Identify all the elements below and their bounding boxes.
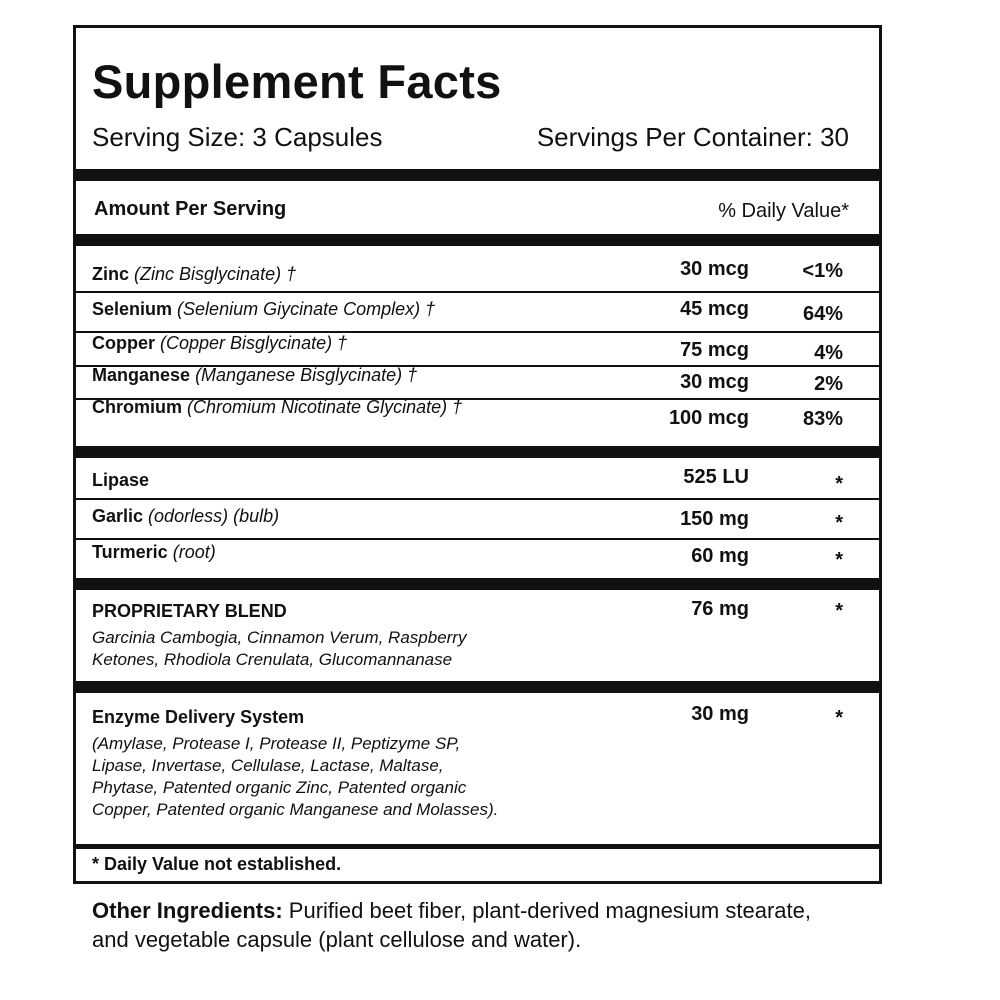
divider-thick	[76, 578, 879, 590]
blend-ingredients-line: Ketones, Rhodiola Crenulata, Glucomannanase	[92, 650, 453, 669]
ingredient-amount: 60 mg	[691, 545, 749, 567]
nutrient-amount: 45 mcg	[680, 298, 749, 320]
nutrient-amount: 30 mcg	[680, 258, 749, 280]
enzyme-ingredients-line: Phytase, Patented organic Zinc, Patented organic	[92, 778, 467, 797]
ingredient-name: Lipase	[92, 470, 150, 490]
ingredient-dv: *	[835, 512, 843, 534]
nutrient-dv: 83%	[802, 408, 843, 430]
nutrient-source: (Zinc Bisglycinate) †	[134, 264, 297, 284]
blend-name: PROPRIETARY BLEND	[92, 601, 287, 621]
servings-per-container: Servings Per Container: 30	[536, 122, 849, 152]
serving-size: Serving Size: 3 Capsules	[92, 122, 383, 152]
enzyme-name: Enzyme Delivery System	[92, 707, 305, 727]
amount-per-serving-header: Amount Per Serving	[94, 198, 287, 220]
divider-thick	[76, 844, 879, 849]
enzyme-ingredients-line: Lipase, Invertase, Cellulase, Lactase, Maltase,	[92, 756, 444, 775]
nutrient-source: (Selenium Giycinate Complex) †	[177, 299, 436, 319]
divider	[76, 498, 879, 500]
daily-value-header: % Daily Value*	[718, 200, 849, 222]
nutrient-dv: <1%	[802, 260, 843, 282]
nutrient-name: Copper	[92, 333, 155, 353]
ingredient-source: (root)	[172, 542, 216, 562]
nutrient-name: Chromium	[92, 397, 182, 417]
nutrient-dv: 64%	[802, 303, 843, 325]
enzyme-dv: *	[835, 707, 843, 729]
ingredient-amount: 525 LU	[683, 466, 749, 488]
divider-thick	[76, 681, 879, 693]
nutrient-name: Manganese	[92, 365, 191, 385]
enzyme-ingredients-line: Copper, Patented organic Manganese and Molasses).	[92, 800, 499, 819]
ingredient-name: Garlic	[92, 506, 144, 526]
blend-dv: *	[835, 600, 843, 622]
nutrient-amount: 30 mcg	[680, 371, 749, 393]
blend-ingredients-line: Garcinia Cambogia, Cinnamon Verum, Raspberry	[92, 628, 467, 647]
ingredient-source: (odorless) (bulb)	[148, 506, 280, 526]
enzyme-amount: 30 mg	[691, 703, 749, 725]
blend-amount: 76 mg	[691, 598, 749, 620]
nutrient-name: Selenium	[92, 299, 173, 319]
other-ingredients-label: Other Ingredients:	[92, 898, 283, 923]
panel-title: Supplement Facts	[92, 55, 502, 108]
other-ingredients	[92, 896, 852, 954]
divider-thick	[76, 169, 879, 181]
nutrient-dv: 4%	[814, 342, 843, 364]
nutrient-source: (Chromium Nicotinate Glycinate) †	[187, 397, 463, 417]
nutrient-amount: 100 mcg	[668, 407, 749, 429]
divider	[76, 538, 879, 540]
nutrient-dv: 2%	[814, 373, 843, 395]
ingredient-dv: *	[835, 473, 843, 495]
nutrient-amount: 75 mcg	[680, 339, 749, 361]
nutrient-name: Zinc	[92, 264, 130, 284]
ingredient-name: Turmeric	[92, 542, 168, 562]
divider-thick	[76, 446, 879, 458]
ingredient-dv: *	[835, 549, 843, 571]
nutrient-source: (Copper Bisglycinate) †	[160, 333, 348, 353]
nutrient-source: (Manganese Bisglycinate) †	[195, 365, 418, 385]
ingredient-amount: 150 mg	[680, 508, 749, 530]
enzyme-ingredients-line: (Amylase, Protease I, Protease II, Peptizyme SP,	[92, 734, 461, 753]
other-ingredients-text: Purified beet fiber, plant-derived magnesium stearate, and vegetable capsule (plant cellulose and water).	[92, 898, 811, 952]
divider-thick	[76, 234, 879, 246]
daily-value-footnote: * Daily Value not established.	[92, 854, 342, 874]
supplement-facts-panel	[73, 25, 882, 884]
divider	[76, 291, 879, 293]
